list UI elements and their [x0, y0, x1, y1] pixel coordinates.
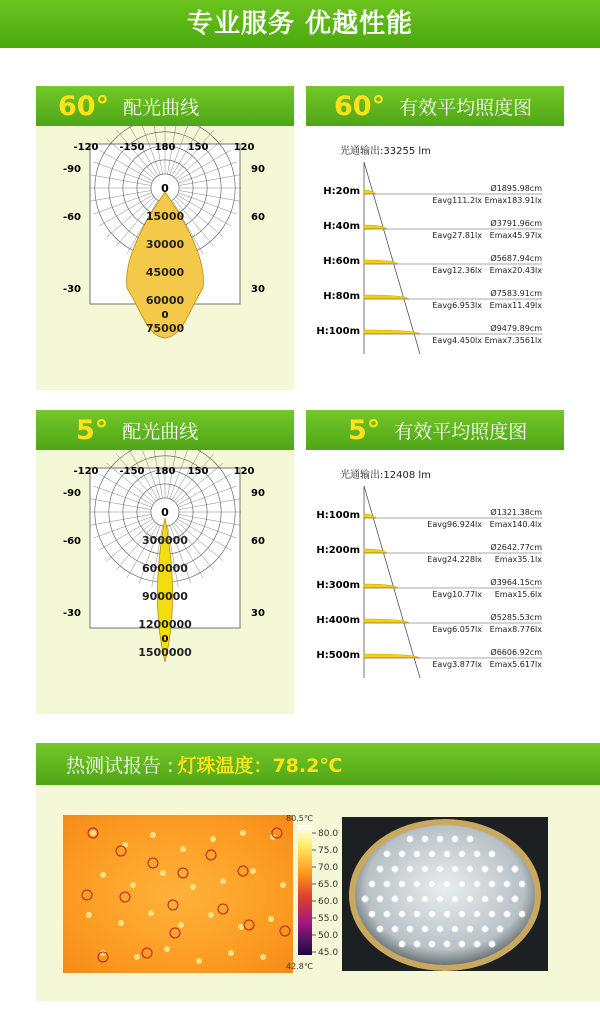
scale-label: 45.0: [318, 948, 339, 958]
led-chip: [422, 926, 428, 932]
hot-spot: [228, 950, 234, 956]
led-chip: [437, 836, 443, 842]
angle-label-top: -120: [73, 466, 99, 477]
degree-label: 60°: [334, 90, 386, 122]
led-chip: [429, 881, 435, 887]
hot-spot: [122, 842, 128, 848]
hot-spot: [150, 832, 156, 838]
ring-label: 30000: [145, 238, 185, 251]
height-label: H:100m: [316, 510, 360, 521]
emax-label: Emax5.617lx: [489, 660, 542, 669]
angle-label-right: 30: [251, 284, 265, 295]
angle-label-top: 180: [154, 466, 176, 477]
height-label: H:40m: [323, 221, 360, 232]
led-chip: [474, 881, 480, 887]
hot-spot: [196, 958, 202, 964]
led-chip: [452, 836, 458, 842]
led-chip: [474, 911, 480, 917]
led-chip: [414, 911, 420, 917]
led-chip: [497, 866, 503, 872]
emax-label: Emax45.97lx: [489, 231, 542, 240]
led-chip: [482, 926, 488, 932]
led-chip: [444, 851, 450, 857]
center-label: 0: [161, 182, 169, 195]
led-chip: [512, 866, 518, 872]
curve-panel-60: [36, 86, 294, 390]
angle-label-top: 150: [187, 142, 209, 153]
angle-label-left: -30: [62, 284, 82, 295]
led-chip: [414, 851, 420, 857]
height-label: H:200m: [316, 545, 360, 556]
led-chip: [422, 836, 428, 842]
emax-label: Emax140.4lx: [489, 520, 542, 529]
height-label: H:60m: [323, 256, 360, 267]
hot-spot: [190, 884, 196, 890]
led-chip: [414, 941, 420, 947]
scale-label: 75.0: [318, 846, 339, 856]
led-chip: [369, 911, 375, 917]
led-chip: [489, 911, 495, 917]
degree-label: 60°: [58, 90, 110, 122]
hot-spot: [118, 920, 124, 926]
led-chip: [429, 911, 435, 917]
eavg-label: Eavg12.36lx: [432, 266, 482, 275]
scale-label: 70.0: [318, 863, 339, 873]
led-chip: [444, 881, 450, 887]
ring-label: 1200000: [138, 618, 192, 631]
scale-label: 55.0: [318, 914, 339, 924]
led-chip: [392, 866, 398, 872]
emax-label: Emax20.43lx: [489, 266, 542, 275]
ring-label: 300000: [142, 534, 188, 547]
scale-label: 65.0: [318, 880, 339, 890]
hot-spot: [130, 882, 136, 888]
illum-title: 有效平均照度图: [399, 96, 533, 119]
led-chip: [467, 836, 473, 842]
led-chip: [377, 866, 383, 872]
hot-spot: [160, 870, 166, 876]
led-chip: [452, 866, 458, 872]
hot-spot: [180, 846, 186, 852]
led-chip: [437, 896, 443, 902]
height-label: H:300m: [316, 580, 360, 591]
hot-spot: [240, 830, 246, 836]
illum-header-60: [306, 86, 564, 126]
eavg-label: Eavg6.953lx: [432, 301, 482, 310]
angle-label-left: -30: [62, 608, 82, 619]
hot-spot: [86, 912, 92, 918]
led-chip: [422, 866, 428, 872]
led-chip: [482, 866, 488, 872]
thermal-header: [36, 743, 600, 785]
temperature-scale: [272, 813, 342, 973]
angle-label-top: -150: [119, 466, 145, 477]
led-chip: [407, 866, 413, 872]
led-temperature: 灯珠温度：78.2℃: [177, 754, 343, 777]
diameter-label: Ø3791.96cm: [490, 219, 542, 228]
hot-spot: [220, 878, 226, 884]
led-chip: [437, 926, 443, 932]
eavg-label: Eavg10.77lx: [432, 590, 482, 599]
height-label: H:500m: [316, 650, 360, 661]
led-chip: [399, 911, 405, 917]
led-chip: [399, 881, 405, 887]
led-chip: [459, 851, 465, 857]
eavg-label: Eavg3.877lx: [432, 660, 482, 669]
diameter-label: Ø9479.89cm: [490, 324, 542, 333]
diameter-label: Ø6606.92cm: [490, 648, 542, 657]
thermal-image: [63, 815, 293, 973]
angle-label-top: 120: [233, 466, 255, 477]
led-photo: [342, 817, 548, 971]
diameter-label: Ø1321.38cm: [490, 508, 542, 517]
illuminance-chart-60: [306, 126, 564, 390]
led-chip: [399, 941, 405, 947]
led-chip: [467, 866, 473, 872]
illum-title: 有效平均照度图: [394, 420, 528, 443]
led-chip: [429, 941, 435, 947]
hot-spot: [100, 872, 106, 878]
led-chip: [392, 926, 398, 932]
led-chip: [482, 896, 488, 902]
led-chip: [399, 851, 405, 857]
diameter-label: Ø5285.53cm: [490, 613, 542, 622]
page-banner: [0, 0, 600, 48]
led-chip: [429, 851, 435, 857]
angle-label-top: -120: [73, 142, 99, 153]
led-chip: [489, 881, 495, 887]
degree-label: 5°: [76, 414, 109, 446]
led-chip: [452, 926, 458, 932]
eavg-label: Eavg24.228lx: [427, 555, 482, 564]
angle-label-right: 60: [251, 212, 265, 223]
light-distribution-chart-5: [36, 450, 294, 710]
flux-output: 光通输出:33255 lm: [340, 146, 431, 157]
led-chip: [407, 926, 413, 932]
led-chip: [459, 941, 465, 947]
hot-spot: [164, 946, 170, 952]
center-label: 0: [161, 506, 169, 519]
diameter-label: Ø1895.98cm: [490, 184, 542, 193]
hot-spot: [250, 868, 256, 874]
led-chip: [474, 941, 480, 947]
led-chip: [369, 881, 375, 887]
led-chip: [519, 881, 525, 887]
led-chip: [459, 881, 465, 887]
hot-spot: [148, 910, 154, 916]
angle-label-left: -60: [62, 536, 82, 547]
illum-panel-60: [306, 86, 564, 390]
led-chip: [377, 926, 383, 932]
led-chip: [489, 941, 495, 947]
led-chip: [362, 896, 368, 902]
emax-label: Emax7.3561lx: [484, 336, 542, 345]
height-label: H:400m: [316, 615, 360, 626]
emax-label: Emax11.49lx: [489, 301, 542, 310]
led-chip: [467, 926, 473, 932]
led-chip: [512, 896, 518, 902]
eavg-label: Eavg6.057lx: [432, 625, 482, 634]
curve-panel-5: [36, 410, 294, 714]
curve-header-5: [36, 410, 294, 450]
flux-output: 光通输出:12408 lm: [340, 470, 431, 481]
hot-spot: [178, 922, 184, 928]
ring-label: 1500000: [138, 646, 192, 659]
angle-label-left: -90: [62, 488, 82, 499]
eavg-label: Eavg27.81lx: [432, 231, 482, 240]
ring-label: 45000: [145, 266, 185, 279]
curve-title: 配光曲线: [123, 96, 200, 119]
hot-spot: [238, 924, 244, 930]
degree-label: 5°: [348, 414, 381, 446]
ring-label: 900000: [142, 590, 188, 603]
angle-label-bottom: 0: [161, 310, 169, 321]
led-chip: [519, 911, 525, 917]
ring-label: 15000: [145, 210, 185, 223]
scale-label: 80.0: [318, 829, 339, 839]
emax-label: Emax35.1lx: [494, 555, 542, 564]
led-chip: [444, 941, 450, 947]
thermal-label: 热测试报告 :: [66, 754, 174, 777]
led-chip: [384, 881, 390, 887]
emax-label: Emax8.776lx: [489, 625, 542, 634]
led-chip: [452, 896, 458, 902]
angle-label-right: 60: [251, 536, 265, 547]
ring-label: 60000: [145, 294, 185, 307]
emax-label: Emax15.6lx: [494, 590, 542, 599]
height-label: H:100m: [316, 326, 360, 337]
led-chip: [459, 911, 465, 917]
hot-spot: [210, 836, 216, 842]
height-label: H:20m: [323, 186, 360, 197]
led-chip: [467, 896, 473, 902]
diameter-label: Ø5687.94cm: [490, 254, 542, 263]
led-chip: [444, 911, 450, 917]
max-temp: 80.5℃: [286, 814, 313, 823]
led-chip: [497, 926, 503, 932]
angle-label-right: 90: [251, 164, 265, 175]
hot-spot: [260, 954, 266, 960]
led-chip: [497, 896, 503, 902]
illum-panel-5: [306, 410, 564, 714]
angle-label-bottom: 0: [161, 634, 169, 645]
eavg-label: Eavg96.924lx: [427, 520, 482, 529]
led-chip: [489, 851, 495, 857]
led-chip: [407, 896, 413, 902]
diameter-label: Ø3964.15cm: [490, 578, 542, 587]
illuminance-chart-5: [306, 450, 564, 714]
light-distribution-chart-60: [36, 126, 294, 386]
angle-label-top: 150: [187, 466, 209, 477]
thermal-panel: [36, 743, 600, 1001]
min-temp: 42.8℃: [286, 962, 313, 971]
height-label: H:80m: [323, 291, 360, 302]
banner-title: 专业服务 优越性能: [186, 9, 414, 39]
diameter-label: Ø7583.91cm: [490, 289, 542, 298]
ring-label: 75000: [145, 322, 185, 335]
led-chip: [437, 866, 443, 872]
hot-spot: [90, 830, 96, 836]
led-chip: [474, 851, 480, 857]
diameter-label: Ø2642.77cm: [490, 543, 542, 552]
illum-header-5: [306, 410, 564, 450]
led-chip: [504, 911, 510, 917]
ring-label: 600000: [142, 562, 188, 575]
scale-label: 60.0: [318, 897, 339, 907]
led-chip: [414, 881, 420, 887]
angle-label-right: 90: [251, 488, 265, 499]
angle-label-left: -90: [62, 164, 82, 175]
angle-label-top: 120: [233, 142, 255, 153]
eavg-label: Eavg111.2lx: [432, 196, 482, 205]
angle-label-top: -150: [119, 142, 145, 153]
led-chip: [407, 836, 413, 842]
scale-label: 50.0: [318, 931, 339, 941]
hot-spot: [134, 954, 140, 960]
led-chip: [377, 896, 383, 902]
curve-title: 配光曲线: [122, 420, 199, 443]
led-chip: [422, 896, 428, 902]
led-chip: [384, 851, 390, 857]
led-chip: [384, 911, 390, 917]
angle-label-top: 180: [154, 142, 176, 153]
hot-spot: [208, 912, 214, 918]
led-chip: [504, 881, 510, 887]
angle-label-left: -60: [62, 212, 82, 223]
led-chip: [392, 896, 398, 902]
angle-label-right: 30: [251, 608, 265, 619]
eavg-label: Eavg4.450lx: [432, 336, 482, 345]
emax-label: Emax183.91lx: [484, 196, 542, 205]
curve-header-60: [36, 86, 294, 126]
